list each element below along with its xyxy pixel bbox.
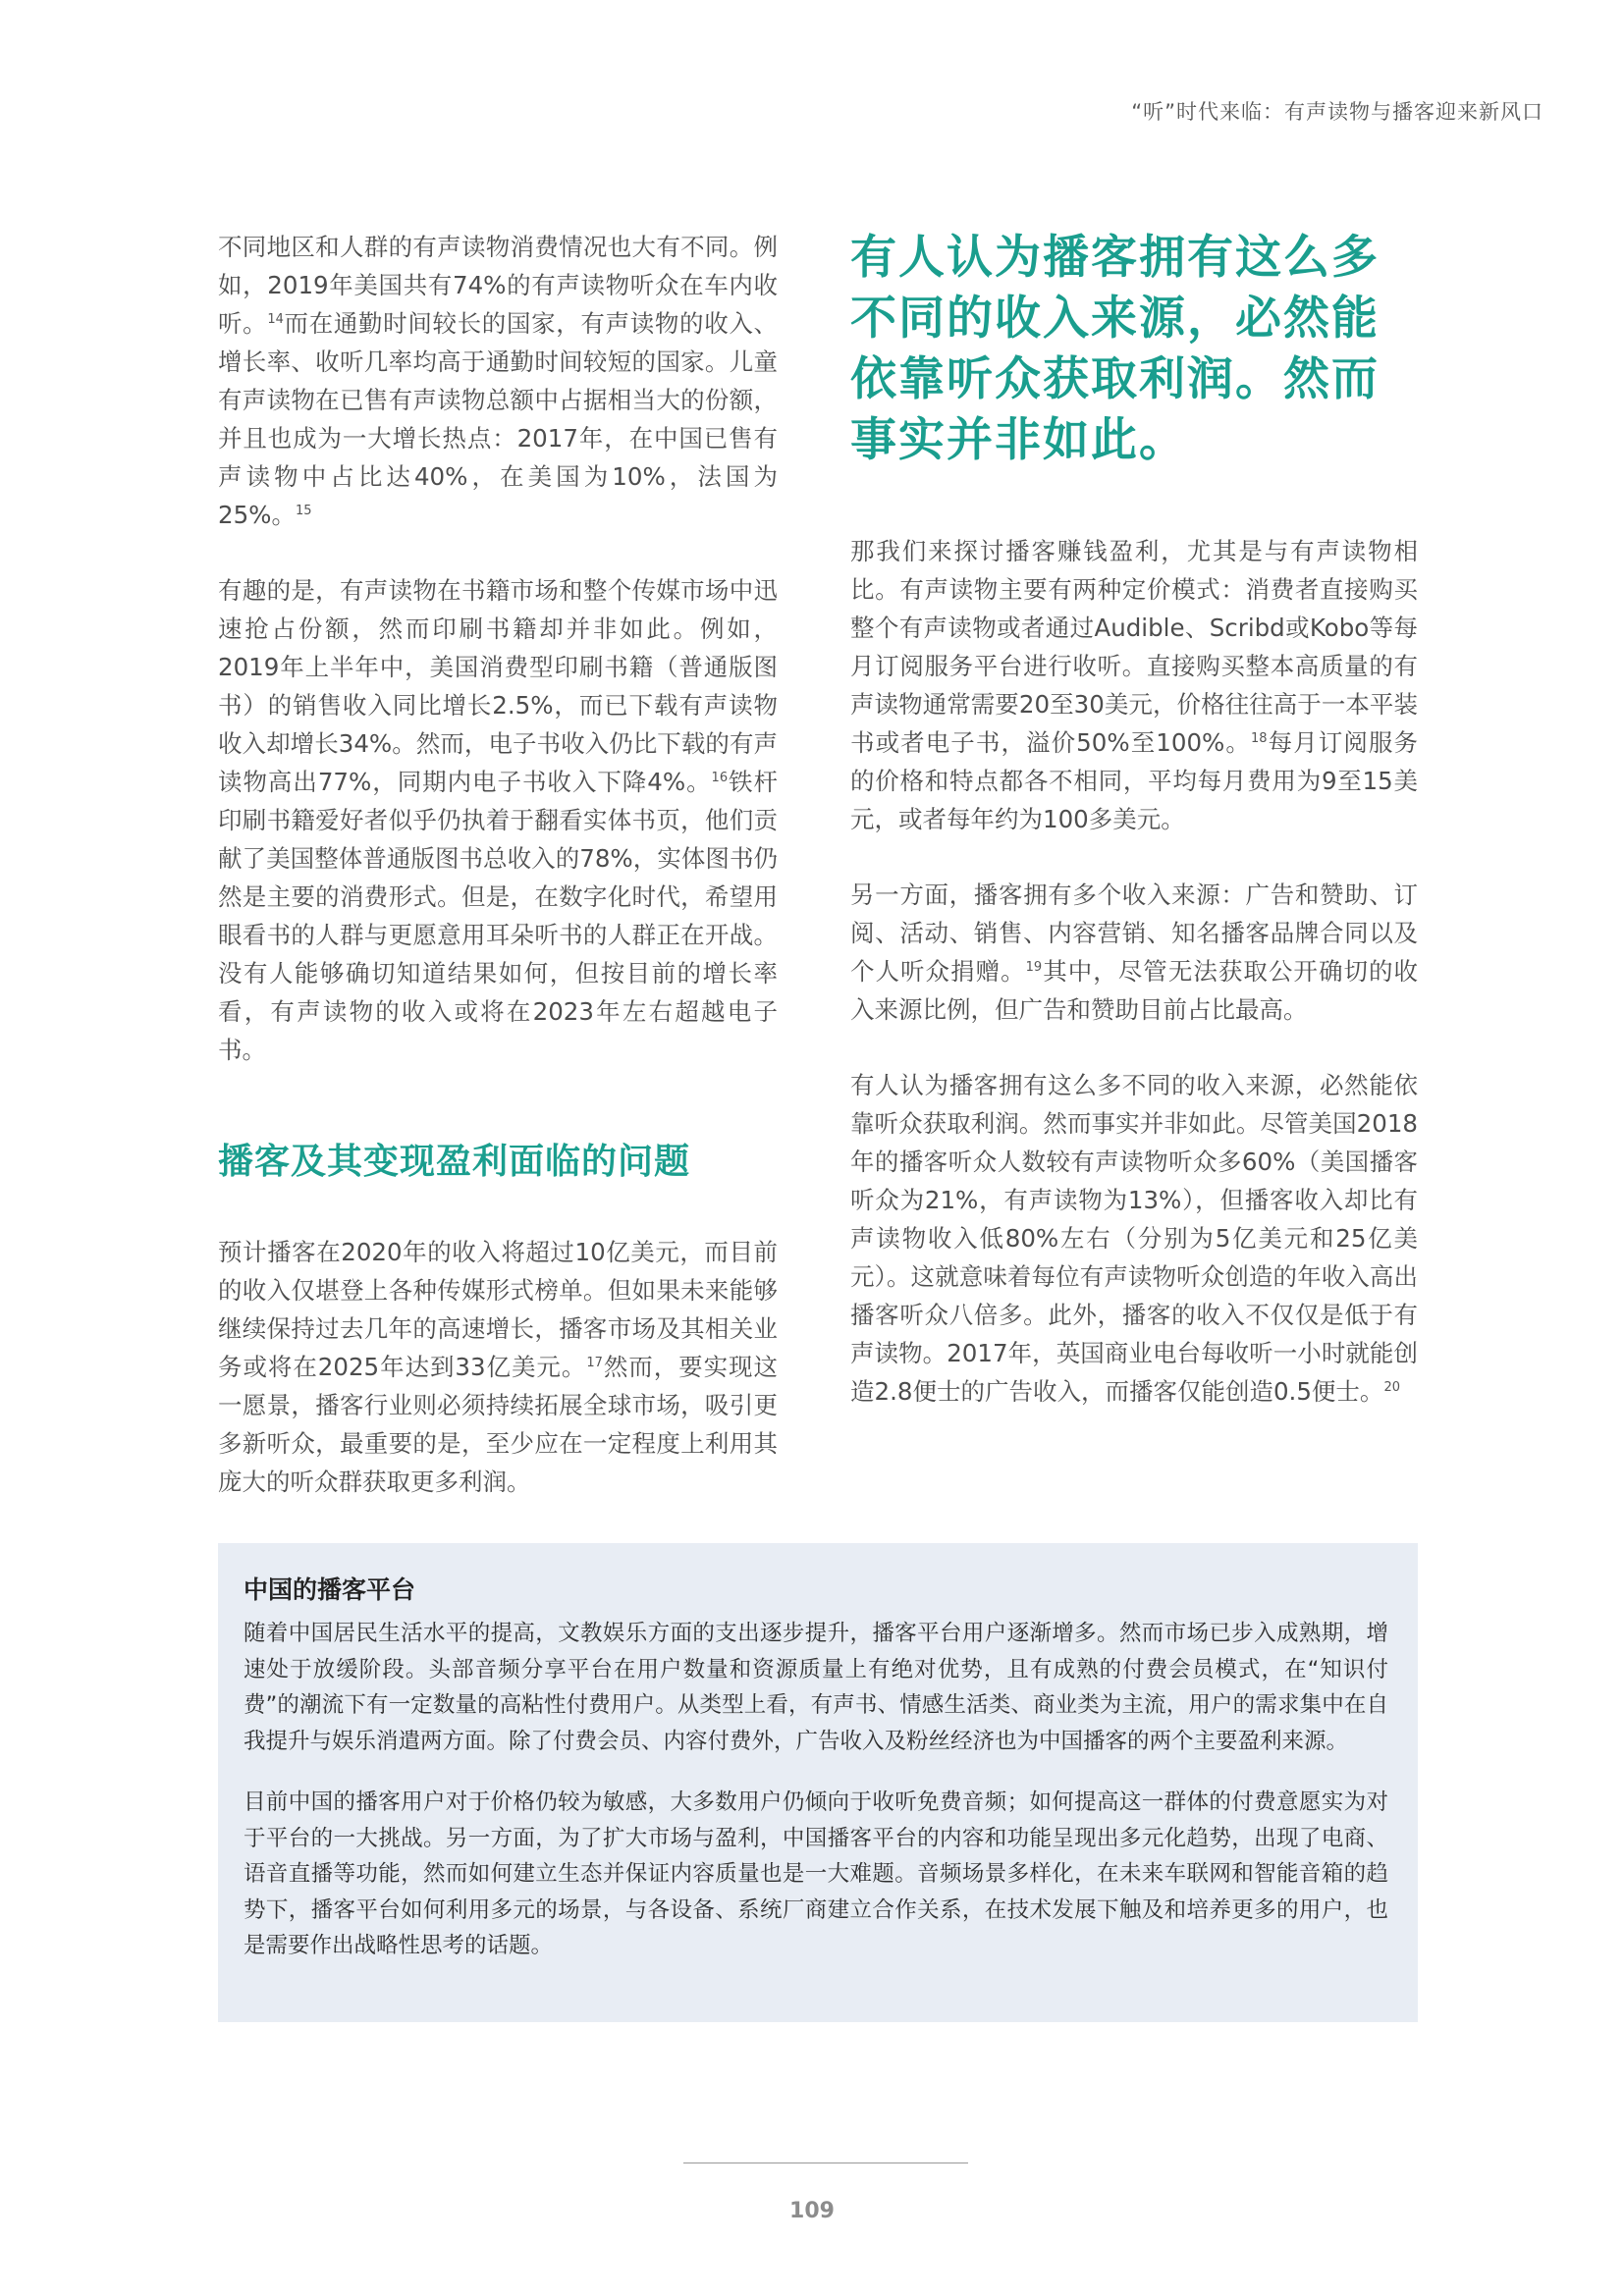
page-number: 109 [789, 2199, 835, 2223]
paragraph-text: 铁杆印刷书籍爱好者似乎仍执着于翻看实体书页，他们贡献了美国整体普通版图书总收入的78%，实体图书仍然是主要的消费形式。但是，在数字化时代，希望用眼看书的人群与更愿意用耳朵听书的人群正在开战。没有人能够确切知道结果如何，但按目前的增长率看，有声读物的收入或将在2023年左右超越电子书。 [218, 768, 779, 1064]
sidebar-title: 中国的播客平台 [244, 1575, 416, 1604]
right-paragraph-3 [850, 1066, 1418, 1411]
paragraph-text: 每月订阅服务的价格和特点都各不相同，平均每月费用为9至15美元，或者每年约为100多美元。 [850, 728, 1419, 833]
left-column [218, 228, 778, 1501]
footnote-ref: 14 [267, 311, 284, 327]
paragraph-text: 有人认为播客拥有这么多不同的收入来源，必然能依靠听众获取利润。然而事实并非如此。尽管美国2018年的播客听众人数较有声读物听众多60%（美国播客听众为21%，有声读物为13%），但播客收入却比有声读物收入低80%左右（分别为5亿美元和25亿美元）。这就意味着每位有声读物听众创造的年收入高出播客听众八倍多。此外，播客的收入不仅仅是低于有声读物。2017年，英国商业电台每收听一小时就能创造2.8便士的广告收入，而播客仅能创造0.5便士。 [850, 1071, 1418, 1406]
paragraph-text: 预计播客在2020年的收入将超过10亿美元，而目前的收入仅堪登上各种传媒形式榜单。但如果未来能够继续保持过去几年的高速增长，播客市场及其相关业务或将在2025年达到33亿美元。 [218, 1238, 778, 1381]
sidebar-box [218, 1543, 1418, 2022]
pull-quote: 有人认为播客拥有这么多不同的收入来源，必然能依靠听众获取利润。然而事实并非如此。 [850, 231, 1380, 467]
paragraph-text: 有趣的是，有声读物在书籍市场和整个传媒市场中迅速抢占份额，然而印刷书籍却并非如此。例如，2019年上半年中，美国消费型印刷书籍（普通版图书）的销售收入同比增长2.5%，而已下载有声读物收入却增长34%。然而，电子书收入仍比下载的有声读物高出77%，同期内电子书收入下降4%。 [218, 576, 778, 796]
left-paragraph-3 [218, 1233, 778, 1501]
sidebar-paragraph-2: 目前中国的播客用户对于价格仍较为敏感，大多数用户仍倾向于收听免费音频；如何提高这一群体的付费意愿实为对于平台的一大挑战。另一方面，为了扩大市场与盈利，中国播客平台的内容和功能呈现出多元化趋势，出现了电商、语音直播等功能，然而如何建立生态并保证内容质量也是一大难题。音频场景多样化，在未来车联网和智能音箱的趋势下，播客平台如何利用多元的场景，与各设备、系统厂商建立合作关系，在技术发展下触及和培养更多的用户，也是需要作出战略性思考的话题。 [244, 1789, 1388, 1958]
paragraph-text: 然而，要实现这一愿景，播客行业则必须持续拓展全球市场，吸引更多新听众，最重要的是，至少应在一定程度上利用其庞大的听众群获取更多利润。 [218, 1353, 778, 1496]
paragraph-text: 其中，尽管无法获取公开确切的收入来源比例，但广告和赞助目前占比最高。 [850, 957, 1419, 1024]
footnote-ref: 15 [295, 503, 312, 518]
section-heading: 播客及其变现盈利面临的问题 [218, 1142, 691, 1182]
footnote-ref: 18 [1251, 730, 1268, 746]
left-paragraph-2 [218, 571, 778, 1069]
right-column [850, 228, 1418, 1411]
right-paragraph-1 [850, 532, 1418, 838]
paragraph-text: 那我们来探讨播客赚钱盈利，尤其是与有声读物相比。有声读物主要有两种定价模式：消费者直接购买整个有声读物或者通过Audible、Scribd或Kobo等每月订阅服务平台进行收听。直接购买整本高质量的有声读物通常需要20至30美元，价格往往高于一本平装书或者电子书，溢价50%至100%。 [850, 537, 1418, 757]
paragraph-text: 另一方面，播客拥有多个收入来源：广告和赞助、订阅、活动、销售、内容营销、知名播客品牌合同以及个人听众捐赠。 [850, 881, 1418, 986]
running-header: “听”时代来临：有声读物与播客迎来新风口 [1131, 100, 1543, 124]
right-paragraph-2 [850, 876, 1418, 1029]
paragraph-text: 而在通勤时间较长的国家，有声读物的收入、增长率、收听几率均高于通勤时间较短的国家。儿童有声读物在已售有声读物总额中占据相当大的份额，并且也成为一大增长热点：2017年，在中国已售有声读物中占比达40%，在美国为10%，法国为25%。 [218, 309, 779, 529]
footnote-ref: 20 [1383, 1379, 1400, 1395]
footnote-ref: 17 [586, 1355, 603, 1370]
footnote-ref: 16 [711, 770, 729, 785]
left-paragraph-1 [218, 228, 778, 534]
sidebar-paragraph-1: 随着中国居民生活水平的提高，文教娱乐方面的支出逐步提升，播客平台用户逐渐增多。然而市场已步入成熟期，增速处于放缓阶段。头部音频分享平台在用户数量和资源质量上有绝对优势，且有成熟的付费会员模式，在“知识付费”的潮流下有一定数量的高粘性付费用户。从类型上看，有声书、情感生活类、商业类为主流，用户的需求集中在自我提升与娱乐消遣两方面。除了付费会员、内容付费外，广告收入及粉丝经济也为中国播客的两个主要盈利来源。 [244, 1621, 1388, 1754]
footnote-ref: 19 [1025, 959, 1043, 975]
paragraph-text: 不同地区和人群的有声读物消费情况也大有不同。例如，2019年美国共有74%的有声读物听众在车内收听。 [218, 233, 778, 338]
